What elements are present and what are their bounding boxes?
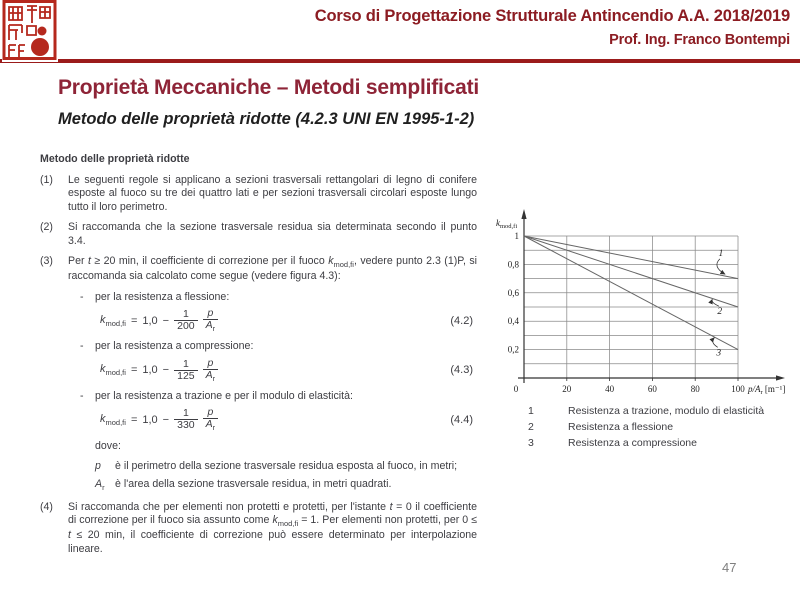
figure-legend bbox=[494, 405, 794, 449]
svg-text:kmod,fi: $k_{mod,fi}$ bbox=[496, 218, 518, 230]
equation-tag: (4.4) bbox=[450, 413, 473, 426]
clause-number: (2) bbox=[40, 221, 53, 234]
clause-text: Le seguenti regole si applicano a sezioni trasversali rettangolari di legno di conifere esposte al fuoco su tre dei quattro lati e per sezioni trasversali circolari esposte lungo tutto il loro perimetro. bbox=[68, 173, 477, 213]
formula-lhs: $k_{mod,fi}$ bbox=[100, 313, 126, 328]
definition-p bbox=[95, 460, 477, 474]
where-label: dove: bbox=[95, 440, 121, 453]
slide-header bbox=[315, 7, 790, 48]
clause-text: Per t ≥ 20 min, il coefficiente di correzione per il fuoco $k_{mod,fi}$, vedere punto 2.3 (1)P, si raccomanda sia calcolato come segue (vedere figura 4.3): bbox=[68, 255, 477, 282]
fraction: $\frac{1}{330}$ bbox=[174, 408, 198, 431]
equation-tag: (4.3) bbox=[450, 364, 473, 377]
svg-text:0,6: 0,6 bbox=[507, 287, 519, 298]
formula-lhs: $k_{mod,fi}$ bbox=[100, 412, 126, 427]
formula-4-3: $k_{mod,fi}$ = 1,0 − $\frac{1}{125}$ $\frac{p}{A_r}$ (4.3) bbox=[100, 356, 473, 383]
svg-text:2: 2 bbox=[717, 307, 723, 318]
fraction: $\frac{1}{125}$ bbox=[174, 359, 198, 382]
formula-4-2: $k_{mod,fi}$ = 1,0 − $\frac{1}{200}$ $\frac{p}{A_r}$ (4.2) bbox=[100, 307, 473, 334]
bullet-flessione bbox=[80, 291, 477, 305]
fraction: $\frac{1}{200}$ bbox=[174, 309, 198, 332]
clause-2 bbox=[40, 221, 477, 248]
clause-1 bbox=[40, 174, 477, 215]
definition-Ar bbox=[95, 478, 477, 493]
clause-number: (1) bbox=[40, 173, 53, 186]
fraction: $\frac{p}{A_r}$ bbox=[203, 407, 219, 432]
header-divider bbox=[0, 59, 800, 63]
definition-text: è il perimetro della sezione trasversale residua esposta al fuoco, in metri; bbox=[115, 459, 458, 472]
clause-4 bbox=[40, 501, 477, 556]
legend-label: Resistenza a trazione, modulo di elasticità bbox=[568, 405, 765, 417]
bullet-text: per la resistenza a trazione e per il modulo di elasticità: bbox=[95, 389, 353, 402]
symbol-Ar: $A_r$ bbox=[95, 478, 105, 493]
legend-number: 3 bbox=[528, 437, 534, 449]
svg-text:80: 80 bbox=[690, 384, 700, 394]
symbol-p: p bbox=[95, 459, 101, 472]
bullet-text: per la resistenza a compressione: bbox=[95, 340, 254, 353]
legend-label: Resistenza a compressione bbox=[568, 437, 697, 449]
clause-text: Si raccomanda che la sezione trasversale residua sia determinata secondo il punto 3.4. bbox=[68, 221, 477, 247]
professor-name: Prof. Ing. Franco Bontempi bbox=[609, 32, 790, 48]
svg-text:20: 20 bbox=[562, 384, 572, 394]
svg-text:0: 0 bbox=[513, 384, 519, 394]
svg-text:40: 40 bbox=[605, 384, 615, 394]
excerpt-heading: Metodo delle proprietà ridotte bbox=[40, 153, 190, 165]
equation-tag: (4.2) bbox=[450, 314, 473, 327]
clause-text: Si raccomanda che per elementi non protetti e protetti, per l'istante t = 0 il coefficiente di correzione per il fuoco sia assunto come $k_{mod,fi} = 1$. Per elementi non protetti, per 0 ≤ t ≤ 20 min, il coefficiente di correzione può essere determinato per interpolazione lineare. bbox=[68, 500, 478, 555]
seal-logo-graphic bbox=[2, 0, 58, 62]
legend-number: 2 bbox=[528, 421, 534, 433]
legend-number: 1 bbox=[528, 405, 534, 417]
svg-text:60: 60 bbox=[647, 384, 657, 394]
page-number: 47 bbox=[722, 560, 737, 575]
seal-logo-icon bbox=[2, 0, 58, 62]
clause-3 bbox=[40, 255, 477, 283]
bullet-dash: - bbox=[80, 389, 84, 402]
standard-excerpt bbox=[40, 153, 477, 563]
bullet-dash: - bbox=[80, 340, 84, 353]
definition-text: è l'area della sezione trasversale residua, in metri quadrati. bbox=[115, 478, 392, 491]
formula-4-4: $k_{mod,fi}$ = 1,0 − $\frac{1}{330}$ $\frac{p}{A_r}$ (4.4) bbox=[100, 406, 473, 433]
page-subtitle: Metodo delle proprietà ridotte (4.2.3 UNI EN 1995-1-2) bbox=[58, 110, 475, 128]
svg-text:100: 100 bbox=[731, 384, 745, 394]
svg-text:0,8: 0,8 bbox=[507, 259, 519, 270]
bullet-trazione bbox=[80, 390, 477, 404]
svg-text:3: 3 bbox=[716, 348, 722, 359]
bullet-compressione bbox=[80, 340, 477, 354]
page-title: Proprietà Meccaniche – Metodi semplificati bbox=[58, 76, 480, 99]
legend-label: Resistenza a flessione bbox=[568, 421, 674, 433]
fraction: $\frac{p}{A_r}$ bbox=[203, 308, 219, 333]
legend-item-trazione bbox=[528, 405, 794, 417]
bullet-dash: - bbox=[80, 290, 84, 303]
svg-text:1: 1 bbox=[718, 248, 724, 259]
svg-text:1: 1 bbox=[514, 231, 519, 241]
fraction: $\frac{p}{A_r}$ bbox=[203, 358, 219, 383]
clause-number: (4) bbox=[40, 500, 53, 513]
svg-text:0,4: 0,4 bbox=[507, 316, 519, 327]
svg-text:p/Ar [m⁻¹]: $p/A_r$ [m⁻¹] bbox=[748, 384, 786, 396]
bullet-text: per la resistenza a flessione: bbox=[95, 290, 230, 303]
kmodfi-chart bbox=[494, 196, 794, 396]
course-title: Corso di Progettazione Strutturale Antincendio A.A. 2018/2019 bbox=[314, 7, 790, 25]
clause-number: (3) bbox=[40, 255, 53, 268]
figure-4-3 bbox=[494, 196, 794, 453]
legend-item-compressione bbox=[528, 437, 794, 449]
svg-text:0,2: 0,2 bbox=[507, 344, 519, 355]
formula-lhs: $k_{mod,fi}$ bbox=[100, 363, 126, 378]
legend-item-flessione bbox=[528, 421, 794, 433]
